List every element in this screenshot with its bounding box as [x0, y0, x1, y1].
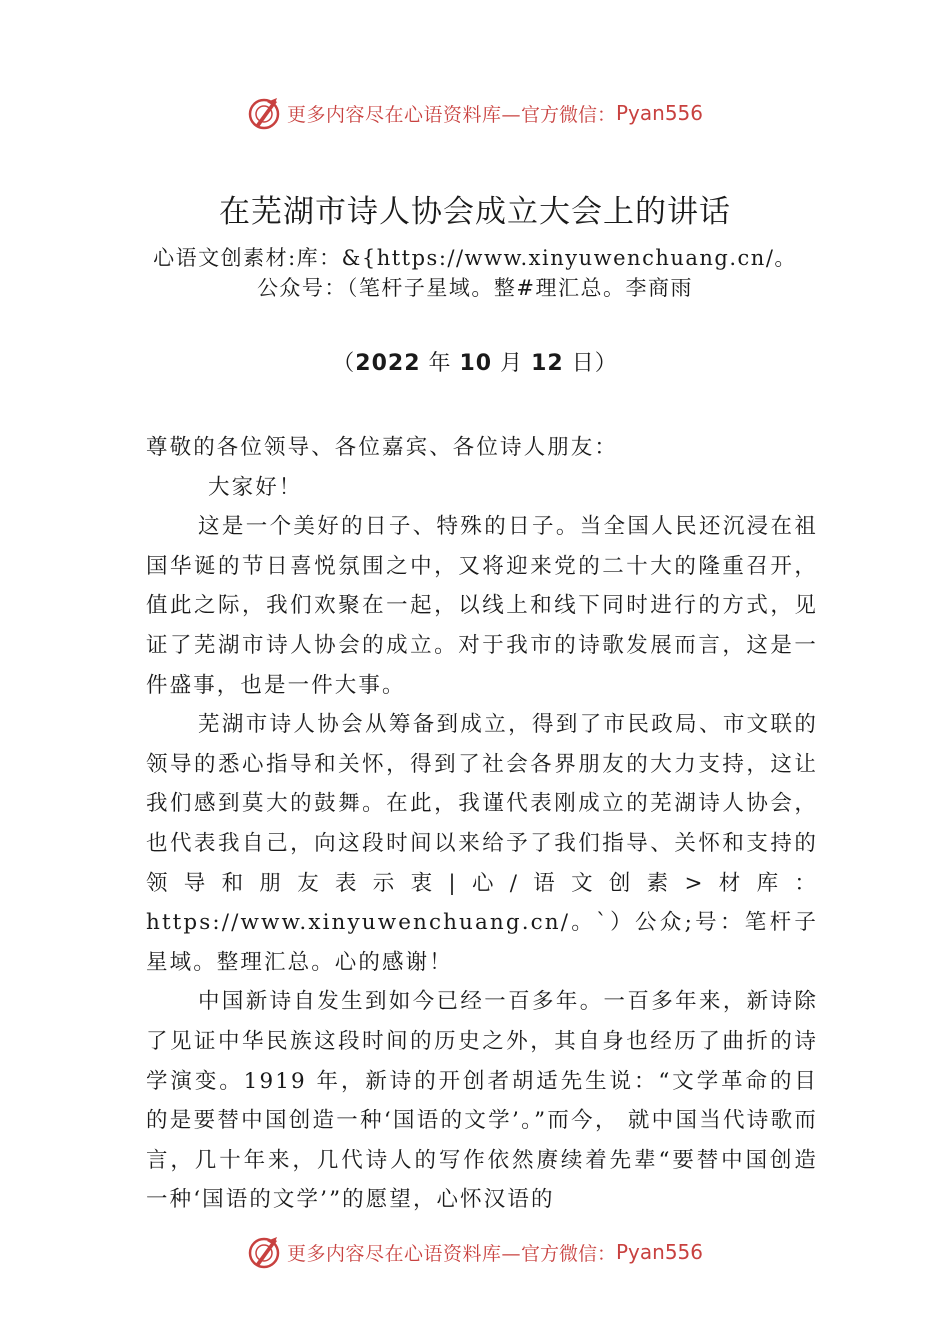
document-title: 在芜湖市诗人协会成立大会上的讲话 [219, 194, 731, 230]
date-year-unit: 年 [420, 351, 460, 376]
date-year: 2022 [355, 351, 421, 376]
date-open: （ [332, 351, 356, 376]
header-banner [0, 93, 950, 133]
paragraph: 中国新诗自发生到如今已经一百多年。一百多年来，新诗除了见证中华民族这段时间的历史之外，其自身也经历了曲折的诗学演变。1919 年，新诗的开创者胡适先生说：“文学革命的目的是要替中国创造一种‘国语的文学’。”而今， 就中国当代诗歌而言，几十年来，几代诗人的写作依然赓续着先辈“要替中国创造一种‘国语的文学’”的愿望，心怀汉语的 [146, 989, 818, 1213]
date-month: 10 [459, 351, 493, 376]
banner-wechat-label: 官方微信： [520, 103, 616, 126]
date-day: 12 [531, 351, 564, 376]
banner-text: 更多内容尽在心语资料库— [286, 1242, 521, 1265]
quill-logo-icon [247, 1235, 281, 1269]
paragraph: 这是一个美好的日子、特殊的日子。当全国人民还沉浸在祖国华诞的节日喜悦氛围之中，又将迎来党的二十大的隆重召开，值此之际，我们欢聚在一起，以线上和线下同时进行的方式，见证了芜湖市诗人协会的成立。对于我市的诗歌发展而言，这是一件盛事，也是一件大事。 [146, 514, 818, 698]
banner-text: 更多内容尽在心语资料库— [286, 103, 521, 126]
date-month-unit: 月 [492, 351, 532, 376]
document-body [146, 428, 818, 1220]
salutation: 尊敬的各位领导、各位嘉宾、各位诗人朋友： [146, 435, 619, 460]
greeting: 大家好！ [208, 474, 303, 500]
footer-banner [0, 1232, 950, 1272]
banner-wechat-label: 官方微信： [520, 1242, 616, 1265]
document-date [0, 346, 950, 377]
banner-wechat-id: Pyan556 [616, 1240, 704, 1264]
quill-logo-icon [247, 96, 281, 130]
document-subtitle: 心语文创素材:库：&{https://www.xinyuwenchuang.cn/。公众号：（笔杆子星域。整#理汇总。李商雨 [153, 246, 797, 300]
paragraph: 芜湖市诗人协会从筹备到成立，得到了市民政局、市文联的领导的悉心指导和关怀，得到了社会各界朋友的大力支持，这让我们感到莫大的鼓舞。在此，我谨代表刚成立的芜湖诗人协会，也代表我自己，向这段时间以来给予了我们指导、关怀和支持的领导和朋友表示衷|心/语文创素>材库：https://www.xinyuwenchuang.cn/。`）公众;号：笔杆子星域。整理汇总。心的感谢！ [146, 712, 818, 975]
banner-wechat-id: Pyan556 [616, 101, 704, 125]
date-close: 日） [563, 351, 618, 376]
